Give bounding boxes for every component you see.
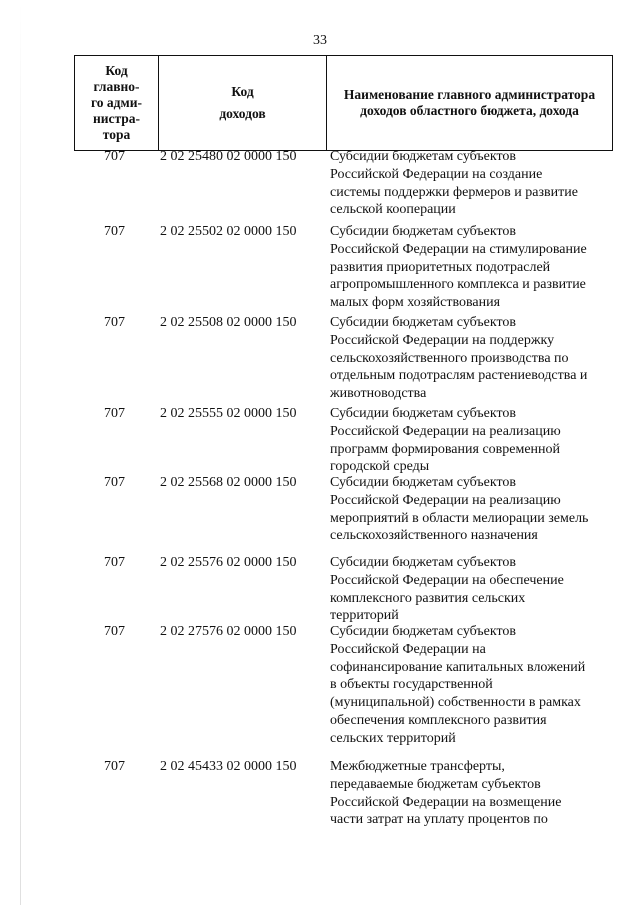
admin-code-cell: 707	[104, 555, 125, 570]
admin-code-cell: 707	[104, 475, 125, 490]
income-name-cell: Субсидии бюджетам субъектов Российской Федерации на поддержку сельскохозяйственного производства по отдельным подотраслям растениеводства и животноводства	[330, 315, 588, 402]
header-income-code: Код доходов	[159, 56, 327, 150]
admin-code-cell: 707	[104, 224, 125, 239]
income-code-cell: 2 02 25508 02 0000 150	[160, 315, 297, 330]
table-header	[74, 55, 613, 151]
income-code-cell: 2 02 25502 02 0000 150	[160, 224, 297, 239]
income-code-cell: 2 02 25568 02 0000 150	[160, 475, 297, 490]
income-code-cell: 2 02 45433 02 0000 150	[160, 759, 297, 774]
income-name-cell: Субсидии бюджетам субъектов Российской Федерации на стимулирование развития приоритетных подотраслей агропромышленного комплекса и развитие малых форм хозяйствования	[330, 224, 587, 311]
income-code-cell: 2 02 25480 02 0000 150	[160, 149, 297, 164]
scan-edge-mark	[20, 0, 21, 905]
admin-code-cell: 707	[104, 624, 125, 639]
header-administrator-name: Наименование главного администратора доходов областного бюджета, дохода	[343, 87, 596, 118]
income-name-cell: Субсидии бюджетам субъектов Российской Федерации на реализацию мероприятий в области мелиорации земель сельскохозяйственного назначения	[330, 475, 589, 544]
admin-code-cell: 707	[104, 315, 125, 330]
income-name-cell: Субсидии бюджетам субъектов Российской Федерации на софинансирование капитальных вложений в объекты государственной (муниципальной) собственности в рамках обеспечения комплексного развития сельских территорий	[330, 624, 586, 746]
header-admin-code: Код главно- го адми- нистра- тора	[75, 56, 159, 150]
admin-code-cell: 707	[104, 149, 125, 164]
admin-code-cell: 707	[104, 406, 125, 421]
income-code-cell: 2 02 27576 02 0000 150	[160, 624, 297, 639]
income-name-cell: Субсидии бюджетам субъектов Российской Федерации на создание системы поддержки фермеров и развитие сельской кооперации	[330, 149, 578, 218]
income-name-cell: Межбюджетные трансферты, передаваемые бюджетам субъектов Российской Федерации на возмещение части затрат на уплату процентов по	[330, 759, 562, 828]
income-name-cell: Субсидии бюджетам субъектов Российской Федерации на реализацию программ формирования современной городской среды	[330, 406, 561, 475]
page-number: 33	[313, 33, 327, 48]
income-code-cell: 2 02 25555 02 0000 150	[160, 406, 297, 421]
income-code-cell: 2 02 25576 02 0000 150	[160, 555, 297, 570]
income-name-cell: Субсидии бюджетам субъектов Российской Федерации на обеспечение комплексного развития сельских территорий	[330, 555, 564, 624]
admin-code-cell: 707	[104, 759, 125, 774]
